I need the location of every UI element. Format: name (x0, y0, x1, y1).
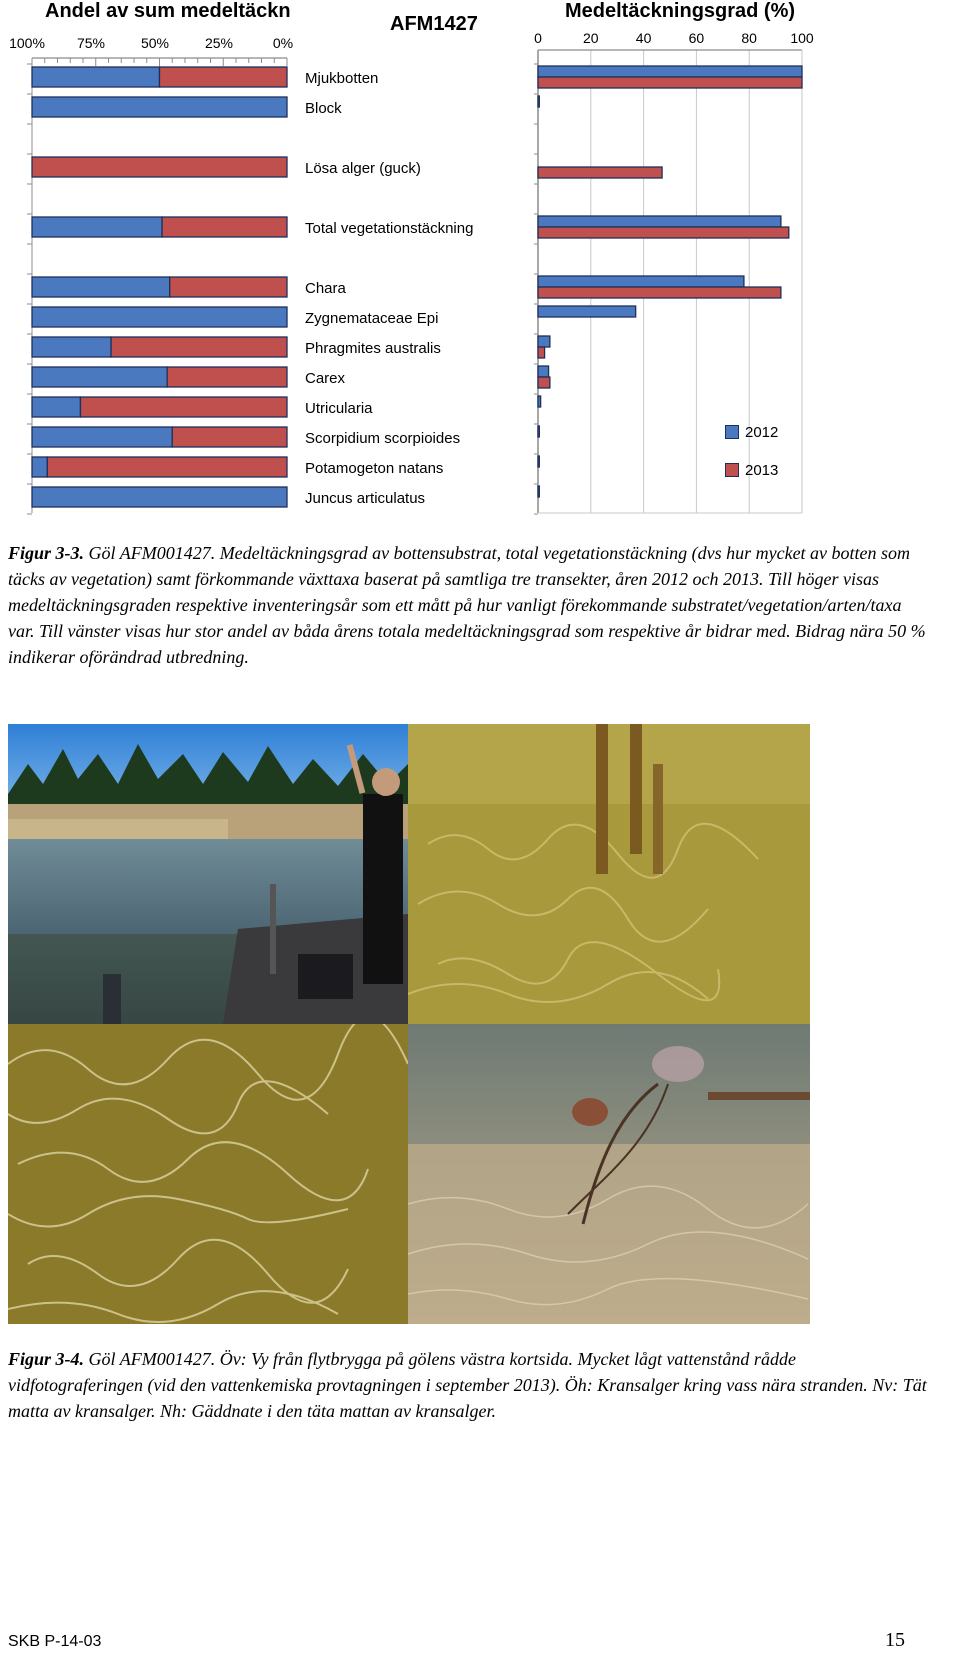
left-bar-2013 (111, 337, 287, 357)
legend-label-2012: 2012 (745, 424, 779, 441)
legend-swatch-2012 (725, 425, 739, 439)
right-x-tick-label: 80 (741, 30, 757, 46)
left-bar-2013 (170, 277, 287, 297)
left-bar-2012 (32, 397, 80, 417)
left-bar-2012 (32, 217, 162, 237)
left-chart-title: Andel av sum medeltäckn (45, 0, 291, 22)
right-bar-2013 (538, 227, 789, 238)
left-bar-2013 (80, 397, 287, 417)
right-x-tick-label: 0 (534, 30, 542, 46)
left-bar-2012 (32, 67, 160, 87)
category-label: Utricularia (305, 400, 373, 417)
left-bar-2012 (32, 487, 287, 507)
right-bar-2013 (538, 347, 545, 358)
figure-3-4-text: Göl AFM001427. Öv: Vy från flytbrygga på gölens västra kortsida. Mycket lågt vattenstånd rådde vidfotograferingen (vid den vattenkemiska provtagningen i september 2013). Öh: Kransalger kring vass nära stranden. Nv: Tät matta av kransalger. Nh: Gäddnate i den täta mattan av kransalger. (8, 1349, 927, 1421)
photo-dock-view (8, 724, 408, 1024)
left-bar-2012 (32, 367, 167, 387)
category-label: Scorpidium scorpioides (305, 430, 461, 447)
footer-page-number: 15 (885, 1629, 905, 1651)
left-x-tick-label: 0% (272, 35, 294, 51)
left-bar-2013 (172, 427, 287, 447)
category-label: Total vegetationstäckning (305, 220, 474, 237)
figure-3-3-label: Figur 3-3. (8, 543, 85, 563)
right-bar-2013 (538, 77, 802, 88)
left-x-tick-label: 50% (140, 35, 170, 51)
category-label: Carex (305, 370, 346, 387)
right-bar-2012 (538, 306, 636, 317)
right-bar-2012 (538, 216, 781, 227)
right-bar-2012 (538, 426, 539, 437)
right-bar-2012 (538, 396, 541, 407)
figure-3-3-text: Göl AFM001427. Medeltäckningsgrad av bottensubstrat, total vegetationstäckning (dvs hur mycket av botten som täcks av vegetation) samt förkommande växttaxa baserat på samtliga tre transekter, åren 2012 och 2013. Till höger visas medeltäckningsgraden respektive inventeringsår som ett mått på hur vanligt förekommande substratet/vegetation/arten/taxa var. Till vänster visas hur stor andel av båda årens totala medeltäckningsgrad som respektive år bidrar med. Bidrag nära 50 % indikerar oförändrad utbredning. (8, 543, 926, 667)
left-bar-2013 (32, 157, 287, 177)
category-label: Phragmites australis (305, 340, 441, 357)
category-label: Block (305, 100, 342, 117)
category-label: Lösa alger (guck) (305, 160, 421, 177)
left-x-tick-label: 75% (76, 35, 106, 51)
left-bar-2013 (162, 217, 287, 237)
figure-3-4-caption (8, 1346, 928, 1424)
category-label: Chara (305, 280, 346, 297)
right-bar-2012 (538, 276, 744, 287)
left-bar-2012 (32, 97, 287, 117)
left-bar-2012 (32, 307, 287, 327)
center-title: AFM1427 (390, 13, 478, 35)
legend-label-2013: 2013 (745, 462, 779, 479)
right-bar-2012 (538, 336, 550, 347)
photo-charophyte-mat (8, 1024, 408, 1324)
photo-charophytes-reeds (408, 724, 810, 1024)
left-bar-2013 (47, 457, 287, 477)
left-bar-2012 (32, 277, 170, 297)
left-bar-2012 (32, 457, 47, 477)
right-bar-2012 (538, 96, 539, 107)
right-chart-title: Medeltäckningsgrad (%) (565, 0, 796, 22)
left-bar-2013 (160, 67, 288, 87)
right-bar-2012 (538, 366, 549, 377)
right-x-tick-label: 100 (790, 30, 814, 46)
right-bar-2013 (538, 377, 550, 388)
left-bar-2013 (167, 367, 287, 387)
left-bar-2012 (32, 427, 172, 447)
right-bar-2013 (538, 287, 781, 298)
right-x-tick-label: 40 (635, 30, 652, 46)
photo-potamogeton-natans (408, 1024, 810, 1324)
legend-swatch-2013 (725, 463, 739, 477)
figure-3-3-caption (8, 540, 928, 670)
right-bar-2012 (538, 456, 539, 467)
figure-3-4-label: Figur 3-4. (8, 1349, 85, 1369)
chart-canvas (0, 0, 960, 540)
right-bar-2012 (538, 66, 802, 77)
right-x-tick-label: 60 (688, 30, 705, 46)
left-x-tick-label: 100% (9, 35, 45, 51)
right-bar-2012 (538, 486, 539, 497)
right-bar-2013 (538, 167, 662, 178)
category-label: Zygnemataceae Epi (305, 310, 439, 327)
left-x-tick-label: 25% (204, 35, 234, 51)
category-label: Mjukbotten (305, 70, 379, 87)
category-label: Juncus articulatus (305, 490, 426, 507)
right-x-tick-label: 20 (583, 30, 599, 46)
category-label: Potamogeton natans (305, 460, 444, 477)
left-bar-2012 (32, 337, 111, 357)
footer-doc-id: SKB P-14-03 (8, 1633, 102, 1650)
